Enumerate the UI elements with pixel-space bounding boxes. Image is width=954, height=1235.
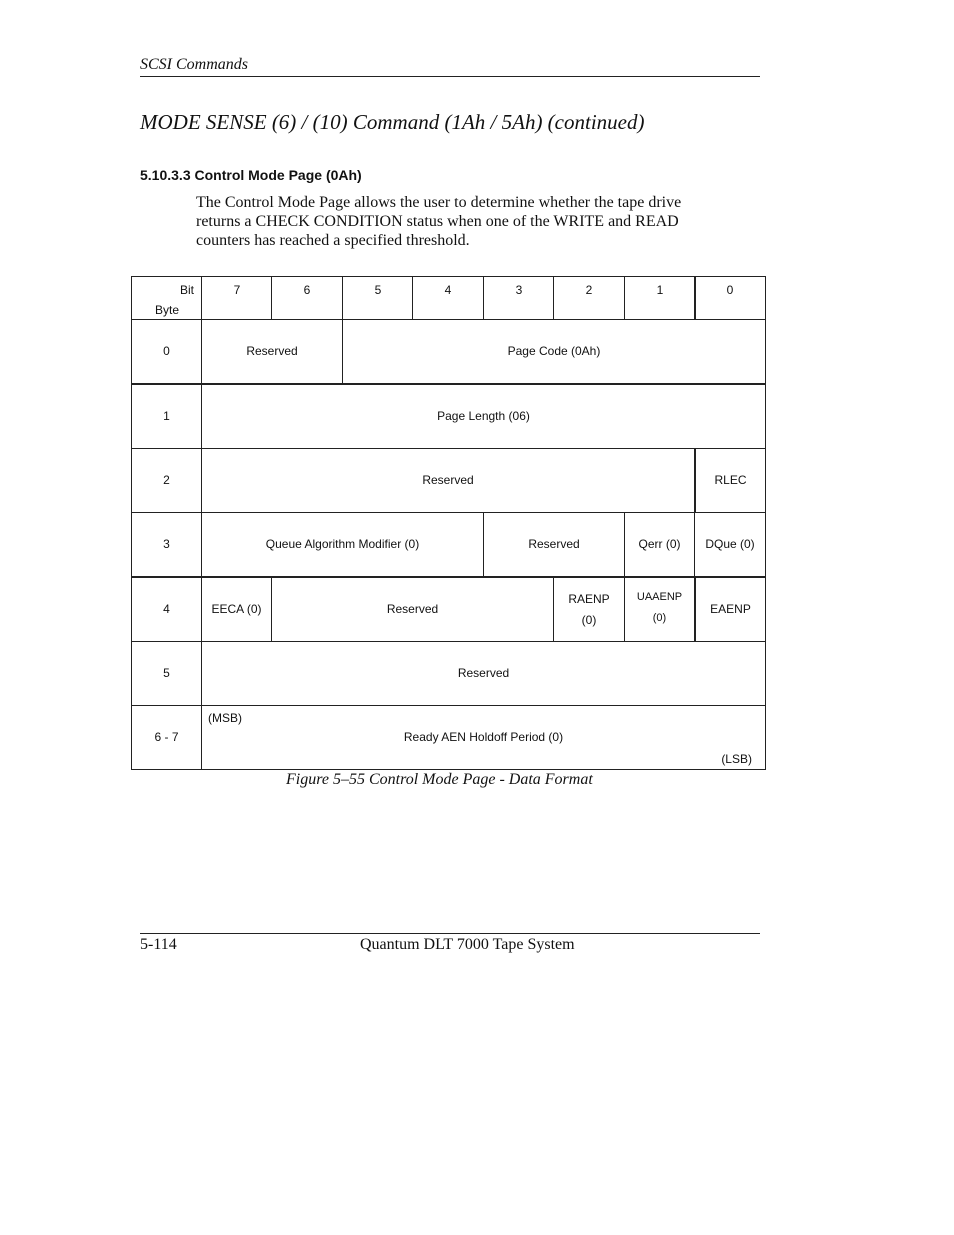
msb-label: (MSB): [208, 710, 242, 725]
ready-aen-holdoff-period-field: Ready AEN Holdoff Period (0): [403, 730, 564, 744]
uaaenp-name: UAAENP: [636, 590, 683, 603]
reserved-field: Reserved: [422, 473, 474, 487]
section-heading: 5.10.3.3 Control Mode Page (0Ah): [140, 167, 362, 183]
page-number: 5-114: [140, 936, 177, 953]
bit-7-header: 7: [233, 282, 241, 297]
reserved-field: Reserved: [528, 537, 580, 551]
body-line: counters has reached a specified threshold.: [196, 232, 470, 249]
figure-caption: Figure 5–55 Control Mode Page - Data Format: [286, 771, 593, 788]
running-head: SCSI Commands: [140, 56, 249, 73]
body-line: returns a CHECK CONDITION status when one of the WRITE and READ: [196, 213, 679, 230]
raenp-name: RAENP: [568, 591, 610, 606]
queue-algorithm-modifier-field: Queue Algorithm Modifier (0): [265, 537, 420, 551]
raenp-field: [554, 578, 624, 641]
dque-field: DQue (0): [705, 537, 755, 551]
byte-label: Byte: [154, 302, 179, 317]
bit-3-header: 3: [515, 282, 523, 297]
byte-4: 4: [163, 602, 170, 616]
body-line: The Control Mode Page allows the user to determine whether the tape drive: [196, 194, 682, 211]
bit-0-header: 0: [726, 282, 734, 297]
eaenp-field: EAENP: [710, 602, 751, 616]
header-rule: [140, 76, 760, 77]
raenp-value: (0): [581, 612, 597, 627]
footer-rule: [140, 933, 760, 934]
page-code-field: Page Code (0Ah): [507, 344, 601, 358]
reserved-field: Reserved: [457, 666, 510, 680]
uaaenp-field: [625, 578, 694, 637]
page-title: MODE SENSE (6) / (10) Command (1Ah / 5Ah) (continued): [140, 110, 645, 134]
bit-label: Bit: [179, 282, 194, 297]
bit-5-header: 5: [374, 282, 382, 297]
bit-6-header: 6: [303, 282, 311, 297]
lsb-label: (LSB): [721, 751, 752, 766]
byte-5: 5: [163, 666, 170, 680]
rlec-field: RLEC: [714, 473, 747, 487]
bit-4-header: 4: [444, 282, 452, 297]
bit-1-header: 1: [656, 282, 664, 297]
page-length-field: Page Length (06): [437, 409, 530, 423]
bit-2-header: 2: [585, 282, 593, 297]
uaaenp-value: (0): [652, 611, 667, 624]
qerr-field: Qerr (0): [638, 537, 681, 551]
footer-title: Quantum DLT 7000 Tape System: [360, 936, 575, 953]
reserved-field: Reserved: [386, 602, 439, 616]
body-paragraph: [196, 193, 741, 250]
byte-0: 0: [163, 344, 170, 358]
byte-6-7: 6 - 7: [154, 730, 179, 744]
reserved-field: Reserved: [246, 344, 298, 358]
byte-3: 3: [163, 537, 170, 551]
byte-2: 2: [163, 473, 170, 487]
eeca-field: EECA (0): [211, 602, 262, 616]
control-mode-page-table: [131, 276, 766, 770]
byte-1: 1: [163, 409, 170, 423]
